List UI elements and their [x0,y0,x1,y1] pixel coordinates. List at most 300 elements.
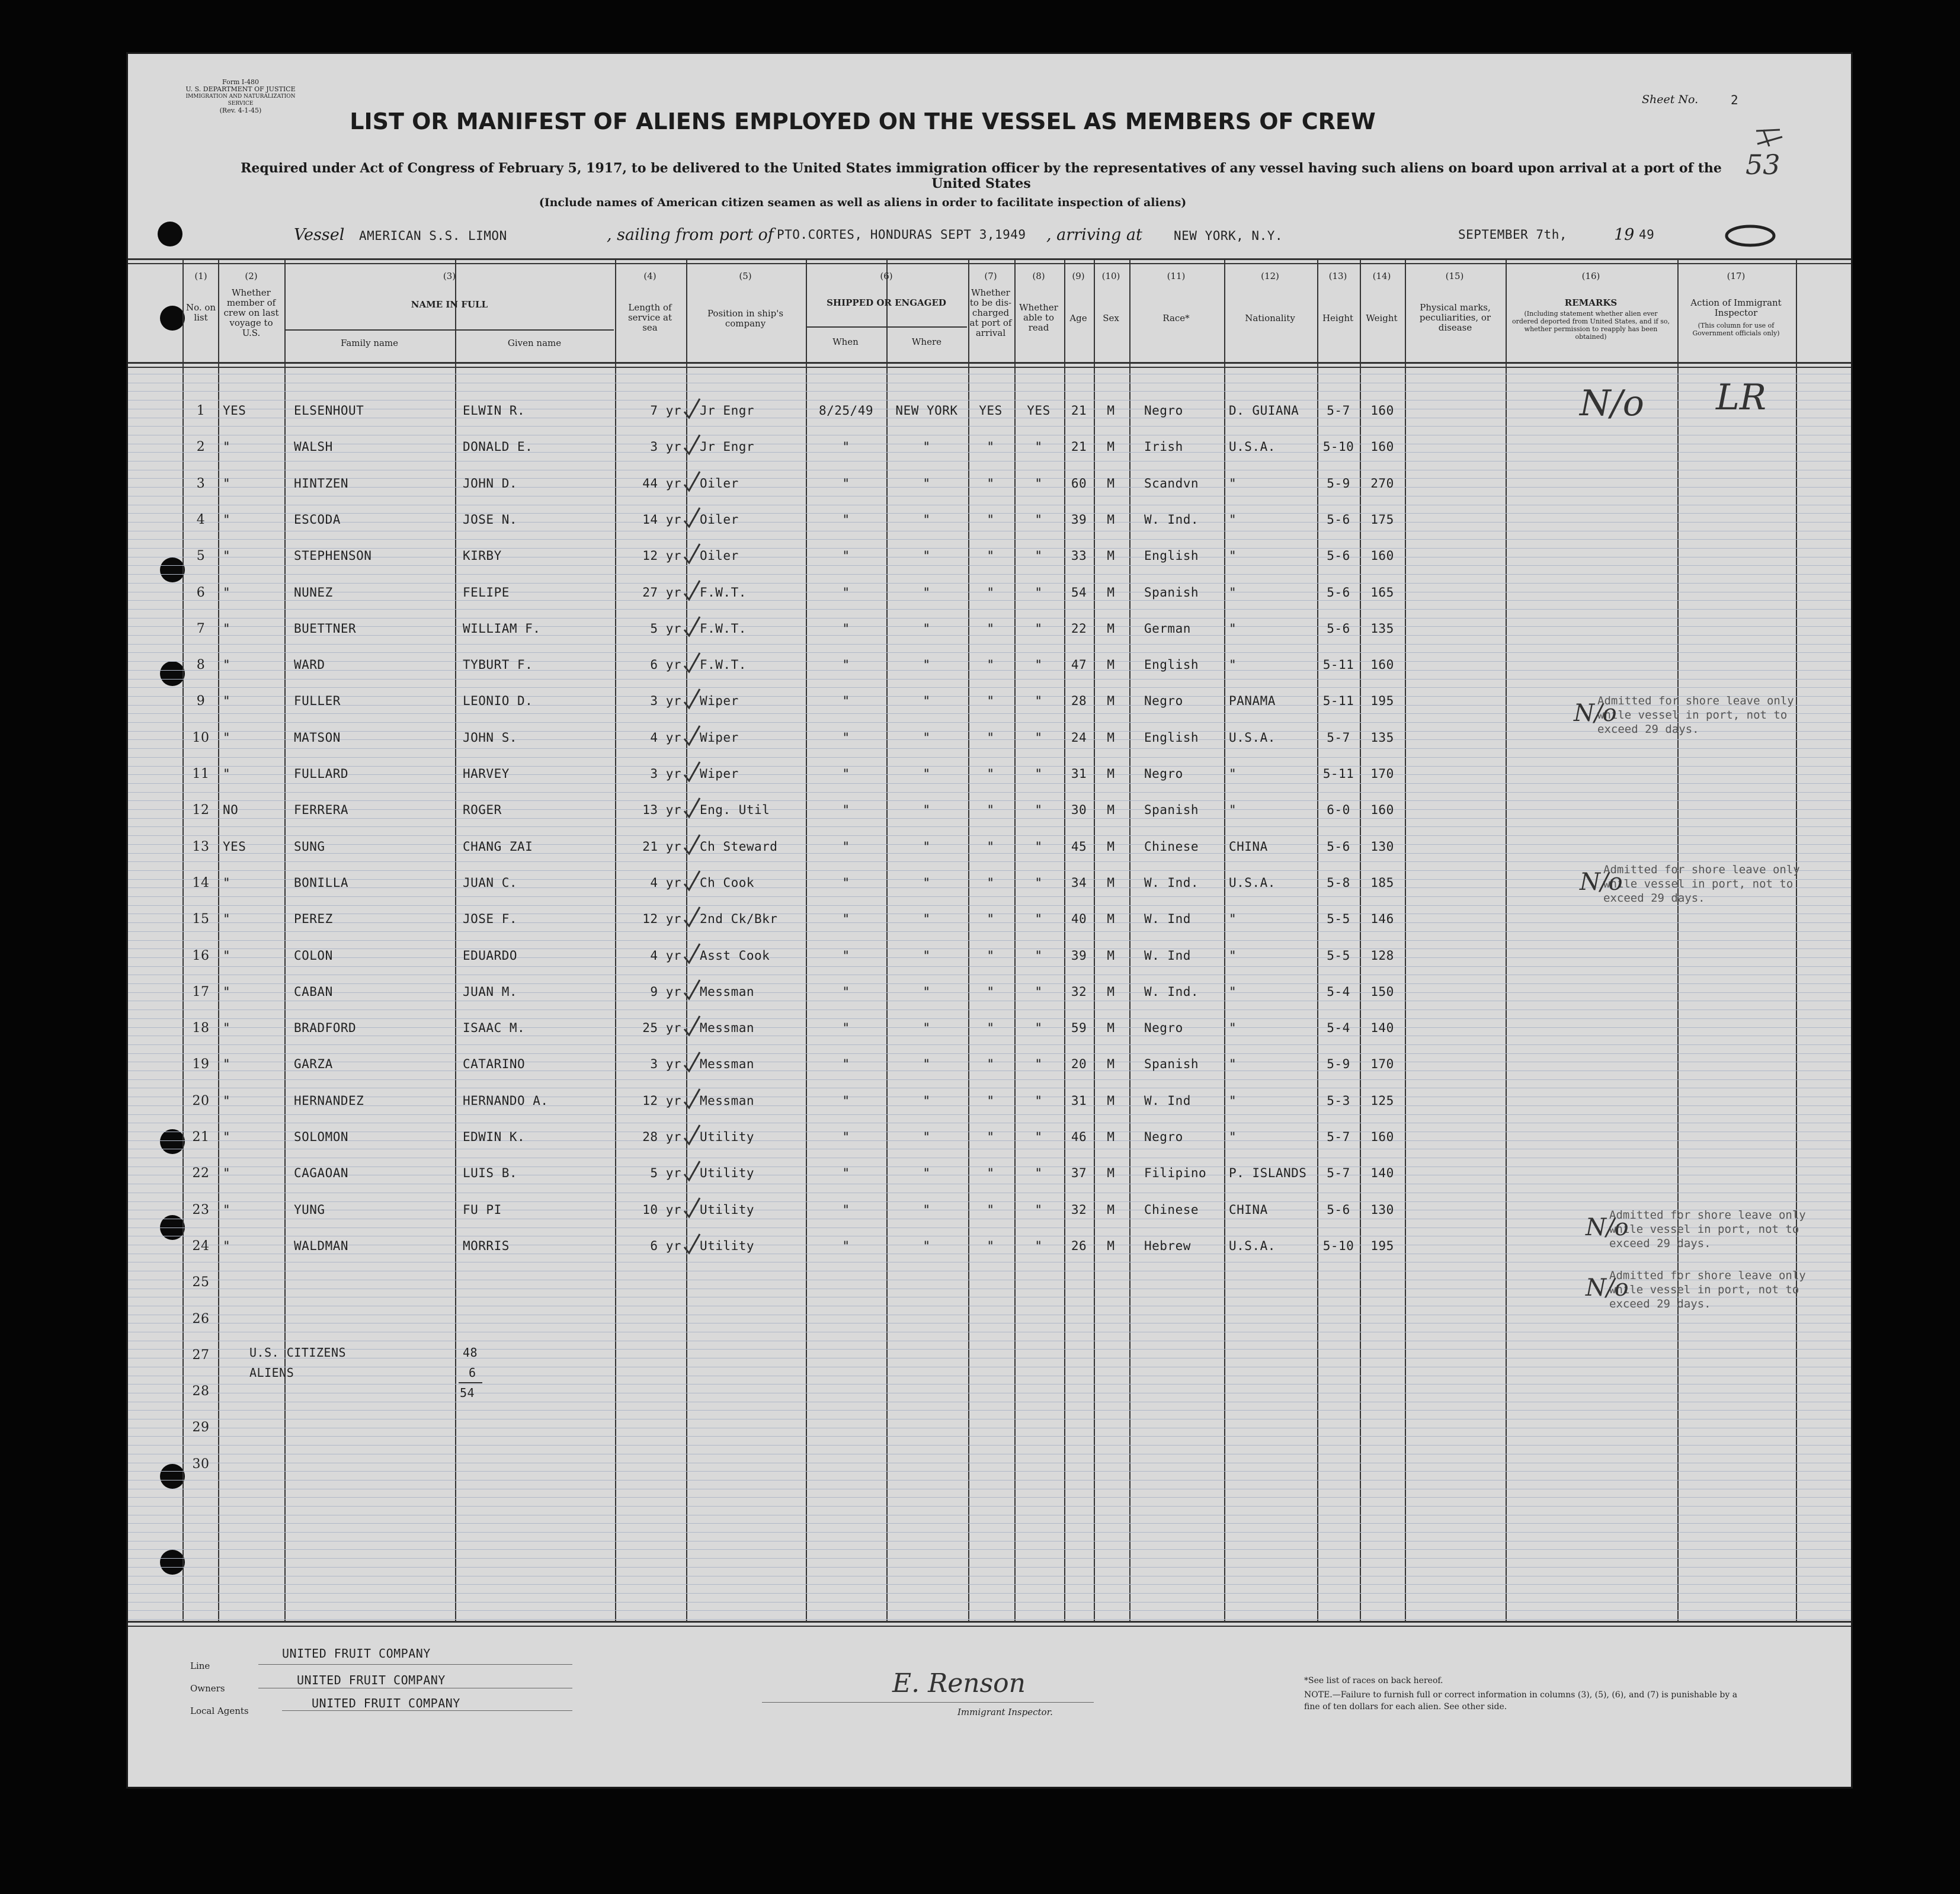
check-mark [682,759,702,783]
ruled-line [128,1044,1851,1045]
given-name: JOHN D. [463,476,518,491]
discharged: " [987,839,995,854]
race: W. Ind. [1144,876,1199,890]
row-number: 30 [192,1457,210,1472]
shore-leave-stamp: Admitted for shore leave only while vessel in port, not to exceed 29 days. [1609,1209,1806,1250]
discharged: " [987,1130,995,1144]
given-name: CATARINO [463,1057,526,1071]
given-name: JUAN C. [463,876,518,890]
weight: 160 [1370,440,1394,454]
race: W. Ind [1144,1094,1191,1108]
handwritten-no: N/o [1580,869,1623,896]
table-row [128,1094,1851,1117]
shipped-when: " [842,1057,850,1071]
arriving-label: , arriving at [1046,226,1142,244]
table-row [128,912,1851,935]
manifest-sheet [126,52,1853,1789]
handwritten-no: N/o [1574,700,1617,727]
height: 5-7 [1327,730,1350,745]
col-num: (1) [194,271,207,281]
position: Messman [700,1057,755,1071]
shipped-where: " [923,985,931,999]
shipped-when: " [842,658,850,672]
discharged: YES [979,403,1003,418]
remarks-stamp [1580,863,1828,905]
shipped-when: " [842,912,850,926]
header-inspector-action: Action of Immigrant Inspector [1690,297,1782,318]
nationality: " [1229,912,1237,926]
age: 39 [1071,512,1087,527]
able-to-read: " [1035,1239,1043,1253]
height: 5-5 [1327,912,1350,926]
discharged: " [987,512,995,527]
col-num: (10) [1101,271,1120,281]
age: 32 [1071,1203,1087,1217]
col-num: (12) [1261,271,1279,281]
header-name-in-full: NAME IN FULL [411,299,488,310]
position: Ch Cook [700,876,755,890]
age: 39 [1071,948,1087,963]
given-name: KIRBY [463,549,502,563]
sex: M [1107,803,1115,817]
family-name: BONILLA [294,876,349,890]
row-number: 12 [192,803,210,818]
position: F.W.T. [700,658,747,672]
height: 6-0 [1327,803,1350,817]
given-name: DONALD E. [463,440,533,454]
age: 21 [1071,403,1087,418]
department: U. S. DEPARTMENT OF JUSTICE [185,85,296,93]
check-mark [682,1087,702,1110]
ruled-line [128,792,1851,793]
remarks-stamp [1586,1268,1834,1311]
ruled-line [128,539,1851,540]
length-of-service: 21 yr [642,839,681,854]
race: Irish [1144,440,1183,454]
header-discharged: Whether to be dis-charged at port of arrival [969,287,1012,338]
length-of-service: 10 yr [642,1203,681,1217]
given-name: FELIPE [463,585,510,600]
age: 24 [1071,730,1087,745]
col-num: (17) [1727,271,1746,281]
able-to-read: " [1035,621,1043,636]
age: 31 [1071,1094,1087,1108]
handwritten-no: N/o [1586,1274,1629,1302]
check-mark [682,687,702,710]
handwritten-no-row1: N/o [1580,383,1644,424]
height: 5-9 [1327,476,1350,491]
length-of-service: 13 yr [642,803,681,817]
row-number: 14 [192,876,210,890]
height: 5-7 [1327,1130,1350,1144]
table-bottom-rule [128,1626,1851,1627]
header-age: Age [1069,313,1087,323]
family-name: BUETTNER [294,621,357,636]
weight: 135 [1370,621,1394,636]
header-race: Race* [1162,313,1190,323]
length-of-service: 3 yr [650,1057,681,1071]
length-of-service: 3 yr [650,440,681,454]
height: 5-7 [1327,403,1350,418]
row-number: 22 [192,1166,210,1181]
age: 45 [1071,839,1087,854]
race: Negro [1144,403,1183,418]
total-rule [459,1382,482,1383]
aliens-label: ALIENS [249,1366,294,1380]
nationality: " [1229,1094,1237,1108]
family-name: COLON [294,948,333,963]
discharged: " [987,1239,995,1253]
age: 46 [1071,1130,1087,1144]
shipped-when: 8/25/49 [818,403,873,418]
inspector-signature: E. Renson [892,1668,1026,1698]
sex: M [1107,658,1115,672]
row-number: 15 [192,912,210,927]
arrival-date: SEPTEMBER 7th, [1458,227,1568,242]
check-mark [682,578,702,602]
race: English [1144,730,1199,745]
check-mark [682,614,702,638]
sex: M [1107,440,1115,454]
last-voyage: " [223,658,231,672]
header-bottom-rule [128,367,1851,368]
race: W. Ind. [1144,512,1199,527]
length-of-service: 5 yr [650,1166,681,1180]
penalty-note: NOTE.—Failure to furnish full or correct information in columns (3), (5), (6), and (7) is punishable by a fine of ten dollars for each alien. See other side. [1304,1690,1738,1712]
shipped-where: " [923,476,931,491]
row-number: 24 [192,1239,210,1254]
shipped-when: " [842,767,850,781]
height: 5-4 [1327,985,1350,999]
table-row [128,476,1851,500]
col-num: (6) [880,271,893,281]
ruled-line [128,1053,1851,1054]
family-name: SUNG [294,839,325,854]
able-to-read: " [1035,549,1043,563]
ruled-line [128,1541,1851,1542]
header-no-on-list: No. on list [185,302,216,323]
row-number: 11 [192,767,210,781]
shipped-when: " [842,694,850,708]
header-given-name: Given name [507,338,562,348]
race: Negro [1144,767,1183,781]
able-to-read: " [1035,1130,1043,1144]
height: 5-9 [1327,1057,1350,1071]
ruled-line [128,1567,1851,1568]
total-count: 54 [460,1386,475,1400]
shipped-when: " [842,476,850,491]
vessel-name: AMERICAN S.S. LIMON [359,229,507,243]
nationality: " [1229,985,1237,999]
nationality: " [1229,1130,1237,1144]
shipped-when: " [842,1130,850,1144]
weight: 160 [1370,1130,1394,1144]
check-mark [682,978,702,1001]
table-row [128,512,1851,536]
table-row [128,839,1851,863]
table-top-rule [128,263,1851,264]
length-of-service: 25 yr [642,1021,681,1035]
table-row [128,1021,1851,1044]
shipped-where: " [923,512,931,527]
header-height: Height [1322,313,1354,323]
shipped-when: " [842,621,850,636]
discharged: " [987,730,995,745]
length-of-service: 27 yr [642,585,681,600]
ruled-line [128,1410,1851,1411]
shipped-where: " [923,839,931,854]
check-mark [682,1159,702,1182]
shipped-where: " [923,912,931,926]
shipped-where: " [923,767,931,781]
check-mark [682,869,702,892]
discharged: " [987,621,995,636]
row-number: 7 [196,621,206,636]
position: Utility [700,1239,755,1253]
nationality: " [1229,549,1237,563]
able-to-read: " [1035,476,1043,491]
header-bottom-rule [128,362,1851,364]
discharged: " [987,1203,995,1217]
nationality: U.S.A. [1229,730,1276,745]
last-voyage: " [223,549,231,563]
nationality: U.S.A. [1229,440,1276,454]
height: 5-6 [1327,585,1350,600]
shipped-where: " [923,1166,931,1180]
header-family-name: Family name [340,338,399,348]
shore-leave-stamp: Admitted for shore leave only while vessel in port, not to exceed 29 days. [1603,863,1800,905]
shipped-when: " [842,948,850,963]
last-voyage: " [223,948,231,963]
age: 40 [1071,912,1087,926]
ruled-line [128,800,1851,801]
nationality: " [1229,803,1237,817]
length-of-service: 4 yr [650,876,681,890]
family-name: YUNG [294,1203,325,1217]
line-value: UNITED FRUIT COMPANY [282,1646,431,1661]
nationality: CHINA [1229,1203,1268,1217]
race: Scandvn [1144,476,1199,491]
discharged: " [987,876,995,890]
family-name: WALSH [294,440,333,454]
last-voyage: " [223,440,231,454]
check-mark [682,723,702,747]
length-of-service: 44 yr [642,476,681,491]
sheet-label: Sheet No. [1642,93,1699,106]
given-name: ROGER [463,803,502,817]
header-weight: Weight [1366,313,1398,323]
row-number: 19 [192,1057,210,1072]
length-of-service: 3 yr [650,694,681,708]
able-to-read: " [1035,512,1043,527]
row-number: 16 [192,948,210,963]
ruled-line [128,826,1851,827]
table-top-rule [128,258,1851,260]
race: German [1144,621,1191,636]
col-num: (15) [1445,271,1464,281]
ruled-line [128,583,1851,584]
position: Messman [700,1021,755,1035]
sex: M [1107,476,1115,491]
shipped-where: " [923,1094,931,1108]
age: 47 [1071,658,1087,672]
race: Hebrew [1144,1239,1191,1253]
check-mark [682,650,702,674]
discharged: " [987,1057,995,1071]
position: Wiper [700,767,739,781]
check-mark [682,505,702,529]
nationality: " [1229,1057,1237,1071]
sheet-number: 2 [1731,93,1739,107]
race: Chinese [1144,839,1199,854]
family-name: WALDMAN [294,1239,349,1253]
ruled-line [128,1602,1851,1603]
header-last-voyage: Whether member of crew on last voyage to U.S. [223,287,279,338]
age: 33 [1071,549,1087,563]
table-row [128,658,1851,681]
last-voyage: " [223,1203,231,1217]
ruled-line [128,835,1851,836]
family-name: GARZA [294,1057,333,1071]
ruled-line [128,983,1851,984]
able-to-read: " [1035,730,1043,745]
age: 20 [1071,1057,1087,1071]
given-name: MORRIS [463,1239,510,1253]
given-name: HERNANDO A. [463,1094,549,1108]
weight: 150 [1370,985,1394,999]
table-bottom-rule [128,1621,1851,1623]
last-voyage: " [223,694,231,708]
position: Oiler [700,549,739,563]
able-to-read: " [1035,585,1043,600]
given-name: JOSE F. [463,912,518,926]
shore-leave-stamp: Admitted for shore leave only while vessel in port, not to exceed 29 days. [1597,694,1794,736]
race: Negro [1144,1130,1183,1144]
position: Eng. Util [700,803,770,817]
row-number: 21 [192,1130,210,1145]
ruled-line [128,1201,1851,1202]
ruled-line [128,1619,1851,1620]
weight: 140 [1370,1021,1394,1035]
height: 5-5 [1327,948,1350,963]
shipped-where: " [923,803,931,817]
ruled-line [128,1532,1851,1533]
col-num: (13) [1328,271,1347,281]
ruled-line [128,1549,1851,1550]
able-to-read: YES [1027,403,1051,418]
weight: 160 [1370,658,1394,672]
family-name: FERRERA [294,803,349,817]
nationality: D. GUIANA [1229,403,1299,418]
sex: M [1107,730,1115,745]
given-name: LEONIO D. [463,694,533,708]
sex: M [1107,876,1115,890]
race: Spanish [1144,1057,1199,1071]
shore-leave-stamp: Admitted for shore leave only while vessel in port, not to exceed 29 days. [1609,1269,1806,1310]
last-voyage: " [223,912,231,926]
row-number: 9 [196,694,206,709]
table-row [128,1457,1851,1480]
discharged: " [987,767,995,781]
weight: 195 [1370,1239,1394,1253]
col-num: (4) [643,271,656,281]
discharged: " [987,549,995,563]
sex: M [1107,948,1115,963]
check-mark [682,1196,702,1219]
age: 28 [1071,694,1087,708]
shipped-when: " [842,512,850,527]
year-prefix: 19 [1614,226,1635,244]
row-number: 23 [192,1203,210,1217]
weight: 128 [1370,948,1394,963]
height: 5-11 [1322,694,1354,708]
position: Jr Engr [700,403,755,418]
shipped-where: NEW YORK [895,403,958,418]
col-num: (8) [1032,271,1045,281]
given-name: LUIS B. [463,1166,518,1180]
able-to-read: " [1035,1057,1043,1071]
height: 5-4 [1327,1021,1350,1035]
shipped-where: " [923,585,931,600]
position: F.W.T. [700,585,747,600]
length-of-service: 4 yr [650,730,681,745]
line-label: Line [190,1661,210,1671]
row-number: 4 [196,512,206,527]
age: 37 [1071,1166,1087,1180]
able-to-read: " [1035,767,1043,781]
family-name: NUNEZ [294,585,333,600]
sex: M [1107,839,1115,854]
height: 5-7 [1327,1166,1350,1180]
check-mark [682,905,702,928]
height: 5-11 [1322,767,1354,781]
length-of-service: 28 yr [642,1130,681,1144]
discharged: " [987,1166,995,1180]
sex: M [1107,1021,1115,1035]
race: Spanish [1144,803,1199,817]
nationality: " [1229,512,1237,527]
ruled-line [128,1584,1851,1585]
table-row [128,549,1851,572]
race: Chinese [1144,1203,1199,1217]
check-mark [682,541,702,565]
shipped-when: " [842,730,850,745]
able-to-read: " [1035,1166,1043,1180]
check-mark [682,1050,702,1073]
owners-value: UNITED FRUIT COMPANY [297,1673,446,1687]
table-row [128,1420,1851,1444]
race: English [1144,658,1199,672]
ruled-line [128,905,1851,906]
given-name: WILLIAM F. [463,621,541,636]
discharged: " [987,585,995,600]
weight: 130 [1370,839,1394,854]
races-note: *See list of races on back hereof. [1304,1676,1443,1685]
row-number: 1 [196,403,206,418]
weight: 170 [1370,1057,1394,1071]
family-name: BRADFORD [294,1021,357,1035]
shipped-when: " [842,985,850,999]
length-of-service: 12 yr [642,912,681,926]
col-num: (5) [739,271,752,281]
check-mark [682,1123,702,1146]
check-mark [682,796,702,819]
length-of-service: 5 yr [650,621,681,636]
sex: M [1107,694,1115,708]
shipped-where: " [923,1021,931,1035]
ruled-line [128,1445,1851,1446]
last-voyage: " [223,512,231,527]
